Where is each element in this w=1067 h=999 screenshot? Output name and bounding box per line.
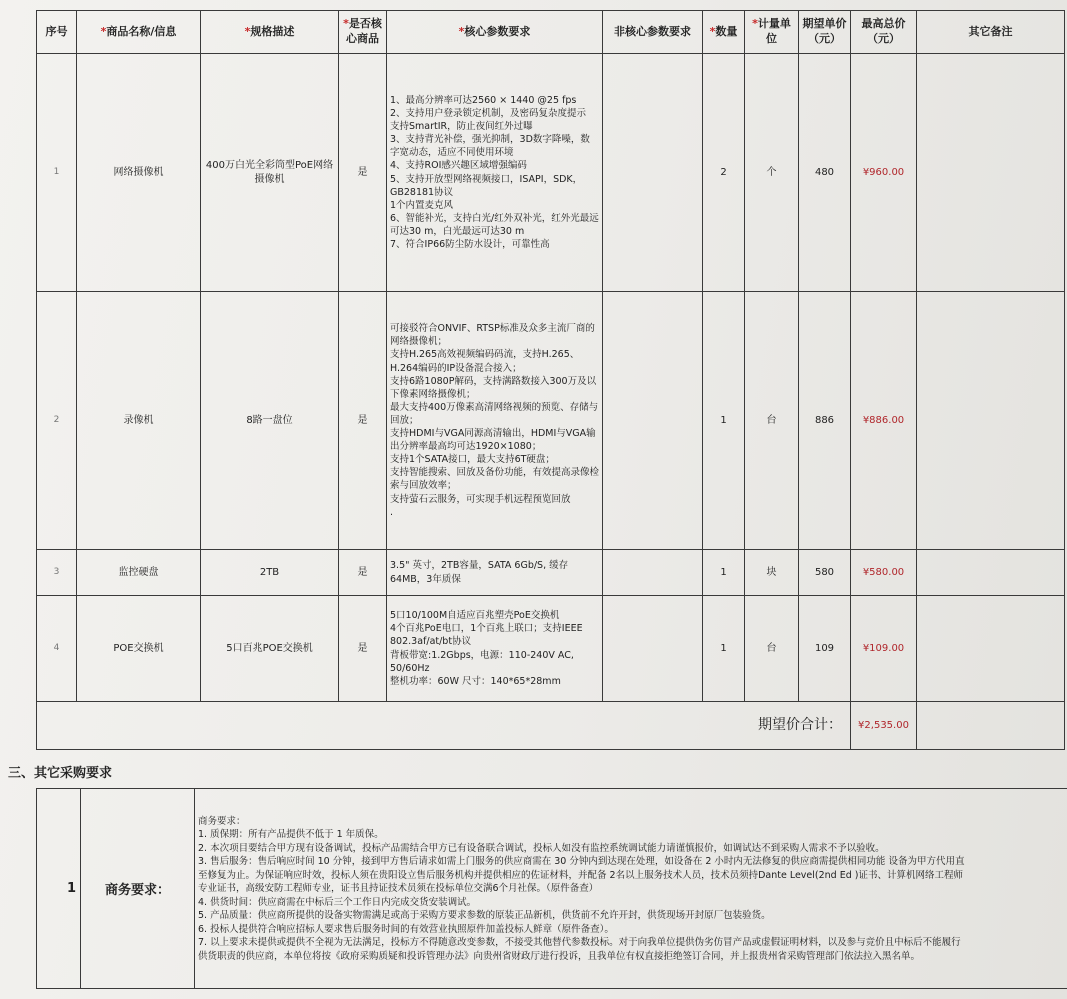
row-is-core: 是 [339, 550, 387, 596]
row-remarks [917, 596, 1065, 702]
row-remarks [917, 54, 1065, 292]
other-index: 1 [37, 789, 81, 989]
row-remarks [917, 550, 1065, 596]
header-qty: *数量 [703, 11, 745, 54]
header-spec: *规格描述 [201, 11, 339, 54]
requirement-line: 4. 供货时间：供应商需在中标后三个工作日内完成交货安装调试。 [198, 896, 477, 908]
procurement-table [36, 10, 1065, 750]
row-name: 监控硬盘 [77, 550, 201, 596]
requirement-line: 1. 质保期：所有产品提供不低于 1 年质保。 [198, 829, 384, 841]
header-unit: *计量单位 [745, 11, 799, 54]
param-line: 可接驳符合ONVIF、RTSP标准及众多主流厂商的网络摄像机； [390, 323, 595, 348]
row-unit: 台 [745, 596, 799, 702]
requirement-line: 2. 本次项目要结合甲方现有设备调试，投标产品需结合甲方已有设备联合调试，投标人如没有监控系统调试能力请谨慎报价，如调试达不到采购人需求不予以验收。 [198, 842, 885, 854]
param-line: 3、支持背光补偿，强光抑制，3D数字降噪，数字宽动态，适应不同使用环境 [390, 134, 590, 159]
requirement-line: 至修复为止。为保证响应时效，投标人须在贵阳设立售后服务机构并提供相应的佐证材料，并配备 2名以上服务技术人员，技术员须持Dante Level(2nd Ed )证书、计算机网络工程师 [198, 869, 963, 881]
header-name: *商品名称/信息 [77, 11, 201, 54]
other-body [195, 789, 1067, 989]
row-qty: 1 [703, 596, 745, 702]
row-seq: 1 [37, 54, 77, 292]
param-line: 5口10/100M自适应百兆塑壳PoE交换机 [390, 610, 560, 622]
header-core-params: *核心参数要求 [387, 11, 603, 54]
section-title: 三、其它采购要求 [8, 766, 113, 781]
table-row [37, 292, 1065, 550]
param-line: 支持H.265高效视频编码码流，支持H.265、H.264编码的IP设备混合接入； [390, 349, 580, 374]
row-core-params [387, 550, 603, 596]
row-unit: 个 [745, 54, 799, 292]
row-seq: 3 [37, 550, 77, 596]
param-line: 最大支持400万像素高清网络视频的预览、存储与回放； [390, 401, 599, 426]
row-unit-price: 109 [799, 596, 851, 702]
param-line: 1、最高分辨率可达2560 × 1440 @25 fps [390, 94, 577, 106]
row-core-params [387, 292, 603, 550]
row-is-core: 是 [339, 292, 387, 550]
param-line: 3.5" 英寸，2TB容量，SATA 6Gb/S, 缓存64MB，3年质保 [390, 560, 569, 585]
param-line: 背板带宽:1.2Gbps，电源：110-240V AC, 50/60Hz [390, 649, 574, 674]
requirement-line: 6. 投标人提供符合响应招标人要求售后服务时间的有效营业执照原件加盖投标人鲜章（原件备查）。 [198, 923, 614, 935]
total-remarks [917, 702, 1065, 750]
other-requirements-table [36, 788, 1067, 989]
other-row [37, 789, 1067, 989]
header-max-total: 最高总价（元） [851, 11, 917, 54]
param-line: 4、支持ROI感兴趣区域增强编码 [390, 160, 527, 172]
requirement-line: 商务要求： [198, 815, 246, 827]
total-label: 期望价合计： [37, 702, 851, 750]
row-is-core: 是 [339, 596, 387, 702]
requirement-line: 3. 售后服务：售后响应时间 10 分钟，接到甲方售后请求如需上门服务的供应商需在 30 分钟内到达现在处理，如设备在 2 小时内无法修复的供应商需提供相同功能 设备为甲方代用直 [198, 856, 965, 868]
row-seq: 4 [37, 596, 77, 702]
table-row [37, 550, 1065, 596]
other-label: 商务要求： [81, 789, 195, 989]
header-is-core: *是否核心商品 [339, 11, 387, 54]
total-value: ¥2,535.00 [851, 702, 917, 750]
row-qty: 1 [703, 550, 745, 596]
table-row [37, 54, 1065, 292]
row-name: 录像机 [77, 292, 201, 550]
param-line: 支持1个SATA接口，最大支持6T硬盘； [390, 454, 555, 466]
row-max-total: ¥886.00 [851, 292, 917, 550]
row-max-total: ¥580.00 [851, 550, 917, 596]
row-spec: 400万白光全彩筒型PoE网络摄像机 [201, 54, 339, 292]
row-is-core: 是 [339, 54, 387, 292]
param-line: 6、智能补光，支持白光/红外双补光，红外光最远可达30 m，白光最远可达30 m [390, 212, 599, 237]
param-line: 支持6路1080P解码，支持满路数接入300万及以下像素网络摄像机； [390, 375, 597, 400]
table-header-row [37, 11, 1065, 54]
param-line: 整机功率：60W 尺寸：140*65*28mm [390, 675, 561, 687]
header-seq: 序号 [37, 11, 77, 54]
header-noncore-params: 非核心参数要求 [603, 11, 703, 54]
row-core-params [387, 54, 603, 292]
row-max-total: ¥109.00 [851, 596, 917, 702]
row-noncore-params [603, 550, 703, 596]
row-noncore-params [603, 292, 703, 550]
row-unit: 块 [745, 550, 799, 596]
total-row [37, 702, 1065, 750]
header-remarks: 其它备注 [917, 11, 1065, 54]
row-remarks [917, 292, 1065, 550]
row-unit: 台 [745, 292, 799, 550]
row-noncore-params [603, 54, 703, 292]
param-line: 7、符合IP66防尘防水设计，可靠性高 [390, 239, 550, 251]
row-core-params [387, 596, 603, 702]
row-name: 网络摄像机 [77, 54, 201, 292]
param-line: 4个百兆PoE电口，1个百兆上联口；支持IEEE 802.3af/at/bt协议 [390, 623, 583, 648]
requirement-line: 专业证书，高级安防工程师专业，证书且持证技术员须在投标单位交满6个月社保。（原件备查） [198, 883, 599, 895]
row-spec: 8路一盘位 [201, 292, 339, 550]
param-line: 2、支持用户登录锁定机制，及密码复杂度提示 [390, 107, 587, 119]
row-noncore-params [603, 596, 703, 702]
param-line: 支持萤石云服务，可实现手机远程预览回放 [390, 493, 571, 505]
row-name: POE交换机 [77, 596, 201, 702]
row-max-total: ¥960.00 [851, 54, 917, 292]
row-unit-price: 480 [799, 54, 851, 292]
param-line: . [390, 506, 394, 518]
param-line: 支持智能搜索、回放及备份功能，有效提高录像检索与回放效率； [390, 467, 600, 492]
row-qty: 1 [703, 292, 745, 550]
row-spec: 2TB [201, 550, 339, 596]
param-line: 支持HDMI与VGA同源高清输出，HDMI与VGA输出分辨率最高均可达1920×1080； [390, 428, 596, 453]
param-line: 1个内置麦克风 [390, 199, 454, 211]
param-line: 支持SmartIR，防止夜间红外过曝 [390, 121, 533, 133]
table-row [37, 596, 1065, 702]
header-unit-price: 期望单价（元） [799, 11, 851, 54]
param-line: 5、支持开放型网络视频接口，ISAPI，SDK，GB28181协议 [390, 173, 583, 198]
requirement-line: 5. 产品质量：供应商所提供的设备实物需满足或高于采购方要求参数的原装正品新机，供货前不允许开封，供货现场开封原厂包装验货。 [198, 910, 771, 922]
row-seq: 2 [37, 292, 77, 550]
requirement-line: 供货职责的供应商，本单位将按《政府采购质疑和投诉管理办法》向贵州省财政厅进行投诉，且我单位有权直接拒绝签订合同，并上报贵州省采购管理部门依法拉入黑名单。 [198, 950, 921, 962]
row-unit-price: 886 [799, 292, 851, 550]
row-qty: 2 [703, 54, 745, 292]
row-unit-price: 580 [799, 550, 851, 596]
row-spec: 5口百兆POE交换机 [201, 596, 339, 702]
requirement-line: 7. 以上要求未提供或提供不全视为无法满足，投标方不得随意改变参数，不接受其他替代参数投标。对于向我单位提供伪劣仿冒产品或虚假证明材料，以及参与竞价且中标后不能履行 [198, 937, 961, 949]
